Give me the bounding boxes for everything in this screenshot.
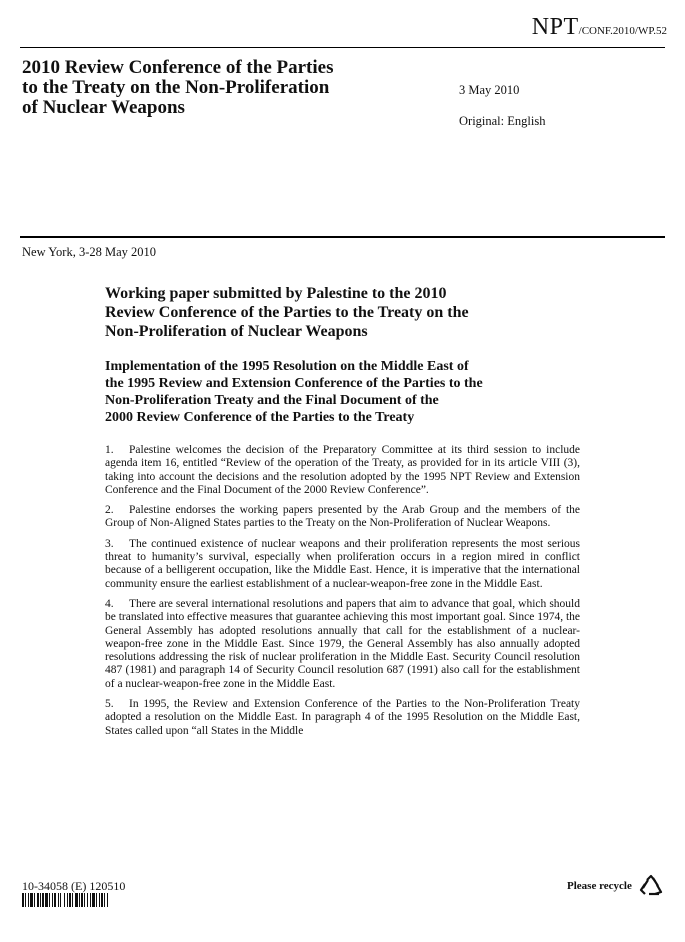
working-paper-title (105, 284, 585, 341)
barcode-stripe (108, 893, 111, 907)
document-date: 3 May 2010 (459, 83, 520, 97)
original-language: Original: English (459, 114, 546, 128)
paragraph (105, 598, 580, 691)
subtitle-line: Non-Proliferation Treaty and the Final Document of the (105, 393, 439, 408)
header-rule (20, 47, 665, 48)
paragraph-text: In 1995, the Review and Extension Conference of the Parties to the Non-Proliferation Treaty adopted a resolution on the Middle East. In paragraph 4 of the 1995 Resolution on the Middle East, States called upon “all States in the Middle (105, 698, 580, 737)
paragraph-number: 5. (105, 698, 114, 711)
conference-title (22, 58, 402, 118)
body-paragraphs (105, 444, 580, 745)
conference-title-line: 2010 Review Conference of the Parties (22, 57, 334, 78)
working-paper-subtitle (105, 358, 585, 426)
section-rule (20, 236, 665, 238)
paragraph-number: 1. (105, 444, 114, 456)
venue-dates: New York, 3-28 May 2010 (22, 245, 157, 259)
paragraph-number: 3. (105, 537, 114, 550)
title-line: Working paper submitted by Palestine to the 2010 (105, 285, 447, 302)
paragraph-text: There are several international resolutions and papers that aim to advance that goal, which should be translated into effective measures that guarantee achieving this most important goal. Since 1974, the General Assembly has adopted resolutions annually that call for the establishment of a nuclear-weapon-free zone in the Middle East. Since 1979, the General Assembly has also annually adopted resolutions addressing the risk of nuclear proliferation in the Middle East. Security Council resolution 487 (1981) and paragraph 14 of Security Council resolution 687 (1991) also call for the establishment of a nuclear-weapon-free zone in the Middle East. (105, 597, 580, 690)
recycle-icon (638, 874, 664, 900)
subtitle-line: the 1995 Review and Extension Conference of the Parties to the (105, 376, 483, 391)
conference-title-line: to the Treaty on the Non-Proliferation (22, 77, 330, 98)
symbol-sub: /CONF.2010/WP.52 (578, 25, 667, 37)
paragraph-text: Palestine welcomes the decision of the Preparatory Committee at its third session to include agenda item 16, entitled “Review of the operation of the Treaty, as provided for in its article VIII (3), taking into account the decisions and the resolution adopted by the 1995 NPT Review and Extension Conference and the Final Document of the 2000 Review Conference”. (105, 444, 580, 496)
recycle-label: Please recycle (567, 880, 632, 892)
subtitle-line: Implementation of the 1995 Resolution on the Middle East of (105, 359, 469, 374)
symbol-main: NPT (531, 14, 579, 40)
paragraph-text: The continued existence of nuclear weapons and their proliferation represents the most serious threat to humanity’s survival, especially when proliferation occurs in a region mired in conflict because of a belligerent occupation, like the Middle East. Hence, it is imperative that the international community ensure the earliest establishment of a nuclear-weapon-free zone in the Middle East. (105, 537, 580, 590)
paragraph-text: Palestine endorses the working papers presented by the Arab Group and the members of the Group of Non-Aligned States parties to the Treaty on the Non-Proliferation of Nuclear Weapons. (105, 504, 580, 530)
paragraph (105, 444, 580, 497)
title-line: Non-Proliferation of Nuclear Weapons (105, 323, 368, 340)
paragraph-number: 2. (105, 504, 114, 517)
paragraph (105, 538, 580, 591)
paragraph-number: 4. (105, 597, 114, 610)
document-code: 10-34058 (E) 120510 (22, 879, 126, 893)
paragraph (105, 504, 580, 531)
paragraph (105, 698, 580, 738)
title-line: Review Conference of the Parties to the Treaty on the (105, 304, 469, 321)
subtitle-line: 2000 Review Conference of the Parties to the Treaty (105, 410, 415, 425)
document-symbol (532, 14, 667, 41)
barcode (22, 893, 154, 907)
conference-title-line: of Nuclear Weapons (22, 97, 185, 118)
